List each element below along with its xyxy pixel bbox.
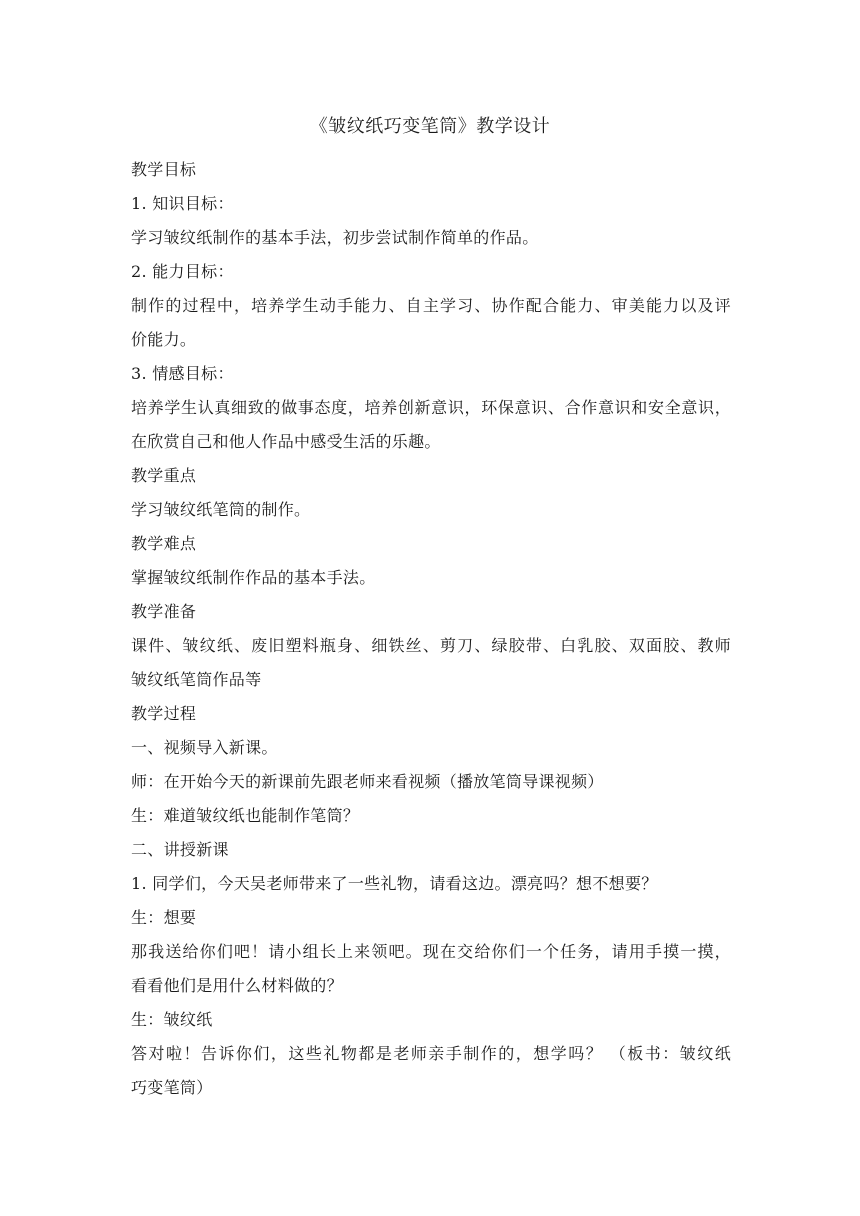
paragraph-line: 学习皱纹纸笔筒的制作。 xyxy=(131,500,311,519)
paragraph-line: 那我送给你们吧！请小组长上来领吧。现在交给你们一个任务，请用手摸一摸， xyxy=(131,942,731,961)
paragraph-line: 3. 情感目标： xyxy=(131,364,234,383)
paragraph-line: 生：想要 xyxy=(131,908,197,927)
paragraph-line: 培养学生认真细致的做事态度，培养创新意识，环保意识、合作意识和安全意识， xyxy=(131,398,731,417)
paragraph-line: 看看他们是用什么材料做的？ xyxy=(131,976,343,995)
paragraph-line: 生：难道皱纹纸也能制作笔筒？ xyxy=(131,806,360,825)
paragraph-line: 答对啦！告诉你们，这些礼物都是老师亲手制作的，想学吗？ （板书：皱纹纸 xyxy=(131,1044,731,1063)
paragraph-line: 1. 知识目标： xyxy=(131,194,234,213)
paragraph-line: 生：皱纹纸 xyxy=(131,1010,213,1029)
paragraph-line: 学习皱纹纸制作的基本手法，初步尝试制作简单的作品。 xyxy=(131,228,539,247)
paragraph-line: 教学目标 xyxy=(131,160,197,179)
paragraph-line: 巧变笔筒） xyxy=(131,1078,213,1097)
paragraph-line: 二、讲授新课 xyxy=(131,840,229,859)
paragraph-line: 一、视频导入新课。 xyxy=(131,738,278,757)
document-title: 《皱纹纸巧变笔筒》教学设计 xyxy=(309,116,551,137)
document-body xyxy=(131,153,731,1105)
paragraph-line: 1. 同学们，今天吴老师带来了一些礼物，请看这边。漂亮吗？想不想要？ xyxy=(131,874,658,893)
paragraph-line: 教学准备 xyxy=(131,602,197,621)
paragraph-line: 教学难点 xyxy=(131,534,197,553)
paragraph-line: 师：在开始今天的新课前先跟老师来看视频（播放笔筒导课视频） xyxy=(131,772,604,791)
paragraph-line: 皱纹纸笔筒作品等 xyxy=(131,670,262,689)
paragraph-line: 教学重点 xyxy=(131,466,197,485)
paragraph-line: 价能力。 xyxy=(131,330,197,349)
paragraph-line: 制作的过程中，培养学生动手能力、自主学习、协作配合能力、审美能力以及评 xyxy=(131,296,731,315)
paragraph-line: 在欣赏自己和他人作品中感受生活的乐趣。 xyxy=(131,432,441,451)
paragraph-line: 2. 能力目标： xyxy=(131,262,234,281)
paragraph-line: 课件、皱纹纸、废旧塑料瓶身、细铁丝、剪刀、绿胶带、白乳胶、双面胶、教师 xyxy=(131,636,731,655)
paragraph-line: 教学过程 xyxy=(131,704,197,723)
paragraph-line: 掌握皱纹纸制作作品的基本手法。 xyxy=(131,568,376,587)
